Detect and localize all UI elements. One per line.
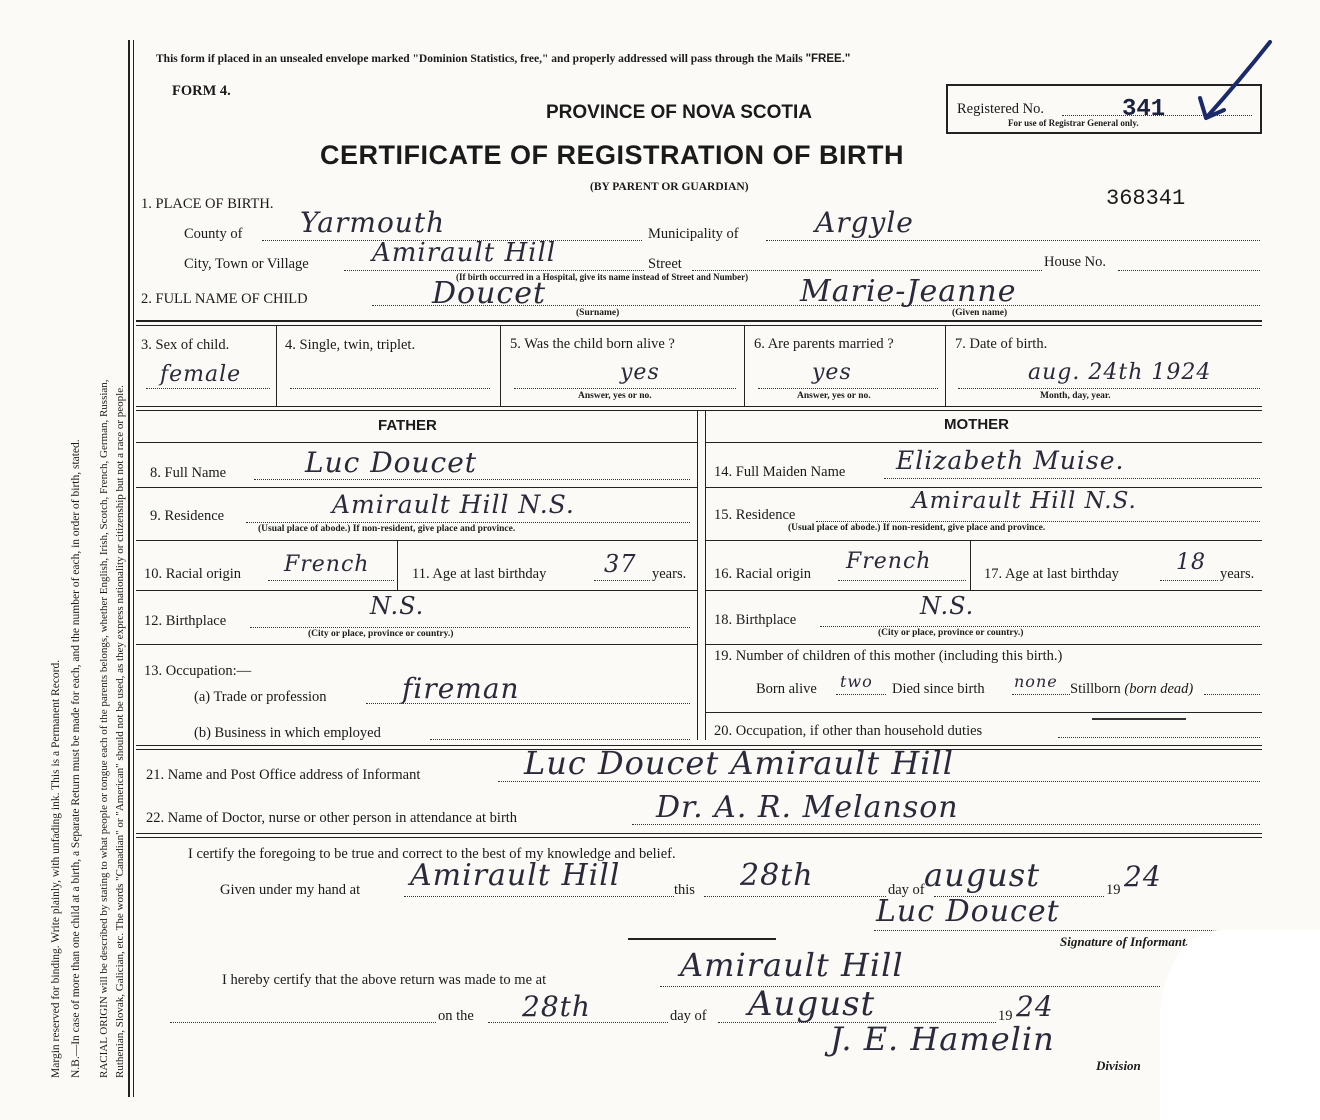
- mother-name-line: [884, 478, 1260, 479]
- mother-birthplace-label: 18. Birthplace: [714, 612, 797, 628]
- sex-line: [146, 388, 270, 389]
- born-alive-value: yes: [620, 360, 660, 385]
- mother-age-line: [1160, 580, 1218, 581]
- child-surname: Doucet: [432, 276, 547, 311]
- col-sep-1: [276, 326, 277, 406]
- given-place: Amirault Hill: [410, 858, 621, 893]
- margin-note-racial-2: Ruthenian, Slovak, Galician, etc. The words "Canadian" or "American" should not be used, as they express nationality or citizenship but not a race or people.: [114, 385, 126, 1078]
- date-of-birth-label: 7. Date of birth.: [955, 336, 1048, 352]
- doctor-value: Dr. A. R. Melanson: [656, 790, 959, 825]
- given-day-line: [704, 896, 886, 897]
- city-line: [344, 270, 644, 271]
- mother-heading: MOTHER: [944, 416, 1009, 433]
- mother-occ-dash: [1092, 718, 1186, 720]
- father-age-label: 11. Age at last birthday: [412, 566, 547, 582]
- died-label: Died since birth: [892, 681, 985, 697]
- house-label: House No.: [1044, 254, 1107, 270]
- city-label: City, Town or Village: [184, 256, 309, 272]
- municipality-line: [766, 240, 1260, 241]
- checkmark-icon: [1190, 40, 1280, 130]
- mother-rule-4: [705, 644, 1262, 645]
- father-business-line: [430, 739, 690, 740]
- mother-age-label: 17. Age at last birthday: [984, 566, 1119, 582]
- alive-note: Answer, yes or no.: [578, 391, 652, 401]
- informant-value: Luc Doucet Amirault Hill: [524, 744, 954, 782]
- mother-bp-note: (City or place, province or country.): [878, 628, 1024, 638]
- registered-label: Registered No.: [957, 101, 1044, 117]
- multiple-line: [290, 388, 490, 389]
- father-name-line: [254, 479, 690, 480]
- divider-4b: [136, 837, 1262, 838]
- mother-residence: Amirault Hill N.S.: [912, 488, 1137, 514]
- mother-residence-label: 15. Residence: [714, 507, 796, 523]
- mother-race-label: 16. Racial origin: [714, 566, 812, 582]
- sex-value: female: [160, 362, 242, 387]
- mother-years: years.: [1220, 566, 1255, 582]
- house-line: [1118, 270, 1260, 271]
- stillborn-label: Stillborn (born dead): [1070, 681, 1194, 697]
- left-border-inner: [133, 40, 134, 1097]
- born-alive-label: 5. Was the child born alive ?: [510, 336, 675, 352]
- county-label: County of: [184, 226, 243, 242]
- col-sep-4: [945, 326, 946, 406]
- born-alive-count-label: Born alive: [756, 681, 817, 697]
- subtitle: (BY PARENT OR GUARDIAN): [590, 181, 749, 193]
- father-trade: fireman: [402, 672, 520, 705]
- date-of-birth-value: aug. 24th 1924: [1028, 360, 1212, 385]
- mother-occ-line: [1058, 737, 1260, 738]
- died-line: [1012, 694, 1070, 695]
- father-birthplace-label: 12. Birthplace: [144, 613, 227, 629]
- father-residence-label: 9. Residence: [150, 508, 225, 524]
- divider-1: [136, 320, 1262, 322]
- dob-note: Month, day, year.: [1040, 391, 1111, 401]
- left-border: [128, 40, 130, 1097]
- father-residence: Amirault Hill N.S.: [332, 490, 575, 519]
- margin-note-racial: RACIAL ORIGIN will be described by stating to what people or tongue each of the parents belongs, whether English, Irish, Scotch, French, German, Russian,: [98, 379, 110, 1078]
- parents-married-label: 6. Are parents married ?: [754, 336, 894, 352]
- on-the-label: on the: [438, 1008, 474, 1024]
- alive-line: [514, 388, 736, 389]
- father-business-label: (b) Business in which employed: [194, 725, 381, 741]
- registrar-month: August: [748, 984, 876, 1024]
- center-sep-b: [705, 410, 706, 740]
- married-line: [758, 388, 938, 389]
- county-value: Yarmouth: [300, 206, 446, 239]
- province-title: PROVINCE OF NOVA SCOTIA: [546, 102, 813, 123]
- father-years: years.: [652, 566, 687, 582]
- registrar-note: For use of Registrar General only.: [1008, 118, 1139, 128]
- divider-2b: [136, 410, 1262, 411]
- mother-bp-line: [820, 626, 1260, 627]
- parents-married-value: yes: [812, 360, 852, 385]
- multiple-birth-label: 4. Single, twin, triplet.: [285, 337, 416, 353]
- father-bp-note: (City or place, province or country.): [308, 629, 454, 639]
- certify-statement: I certify the foregoing to be true and correct to the best of my knowledge and belief.: [188, 846, 676, 862]
- mother-race: French: [846, 549, 932, 574]
- born-alive-line: [836, 694, 886, 695]
- street-label: Street: [648, 256, 682, 272]
- father-res-note: (Usual place of abode.) If non-resident, give place and province.: [258, 524, 516, 534]
- heading-rule-m: [705, 442, 1262, 443]
- day-of-label: day of: [888, 882, 925, 898]
- mother-rule-5: [705, 712, 1262, 713]
- father-bp-line: [250, 627, 690, 628]
- signature-line: [874, 930, 1260, 931]
- father-rule-2: [136, 540, 697, 541]
- mother-age: 18: [1176, 550, 1206, 575]
- registrar-signature: J. E. Hamelin: [830, 1020, 1055, 1058]
- margin-note-nb: N.B.—In case of more than one child at a birth, a Separate Return must be made for each, and the number of each, in order of birth, stated.: [70, 439, 82, 1078]
- given-under-label: Given under my hand at: [220, 882, 361, 898]
- mother-name: Elizabeth Muise.: [896, 446, 1125, 475]
- father-race-sep: [397, 540, 398, 590]
- divider-1b: [136, 325, 1262, 326]
- mother-name-label: 14. Full Maiden Name: [714, 464, 846, 480]
- registrar-day: 28th: [522, 990, 591, 1023]
- father-name-label: 8. Full Name: [150, 465, 227, 481]
- father-rule-1: [136, 487, 697, 488]
- municipality-label: Municipality of: [648, 226, 739, 242]
- short-rule: [628, 938, 776, 940]
- this-label: this: [674, 882, 695, 898]
- dob-line: [958, 388, 1260, 389]
- father-res-line: [246, 522, 690, 523]
- heading-rule-f: [136, 442, 697, 443]
- child-name-label: 2. FULL NAME OF CHILD: [141, 291, 308, 307]
- reg-year-prefix: 19: [998, 1008, 1013, 1024]
- stillborn-line: [1204, 694, 1260, 695]
- mother-occupation-label: 20. Occupation, if other than household duties: [714, 723, 983, 739]
- father-race-label: 10. Racial origin: [144, 566, 242, 582]
- col-sep-3: [744, 326, 745, 406]
- mother-res-note: (Usual place of abode.) If non-resident, give place and province.: [788, 523, 1046, 533]
- sex-label: 3. Sex of child.: [141, 337, 230, 353]
- given-month: august: [924, 856, 1041, 894]
- given-year-prefix: 19: [1106, 882, 1121, 898]
- page-title: CERTIFICATE OF REGISTRATION OF BIRTH: [320, 140, 904, 170]
- margin-note-binding: Margin reserved for binding. Write plainly, with unfading ink. This is a Permanent Record.: [50, 659, 62, 1078]
- divider-2: [136, 406, 1262, 407]
- divider-4: [136, 833, 1262, 834]
- reg-day-of-label: day of: [670, 1008, 707, 1024]
- given-year: 24: [1124, 860, 1162, 893]
- father-trade-label: (a) Trade or profession: [194, 689, 327, 705]
- municipality-value: Argyle: [815, 206, 914, 239]
- serial-number: 368341: [1106, 186, 1186, 211]
- registered-number: 341: [1122, 96, 1166, 123]
- street-line: [692, 270, 1042, 271]
- place-of-birth-label: 1. PLACE OF BIRTH.: [141, 196, 274, 212]
- mother-rule-2: [705, 540, 1262, 541]
- reg-left-line: [170, 1022, 436, 1023]
- father-birthplace: N.S.: [370, 592, 425, 620]
- torn-corner: [1160, 930, 1320, 1120]
- mother-race-line: [838, 580, 966, 581]
- father-occupation-label: 13. Occupation:—: [144, 663, 252, 679]
- mother-race-sep: [970, 540, 971, 590]
- given-place-line: [404, 896, 674, 897]
- father-age-line: [594, 580, 650, 581]
- col-sep-2: [500, 326, 501, 406]
- informant-label: 21. Name and Post Office address of Informant: [146, 767, 421, 783]
- child-given-name: Marie-Jeanne: [800, 274, 1017, 309]
- died-count: none: [1014, 672, 1058, 691]
- mail-note: This form if placed in an unsealed envelope marked "Dominion Statistics, free," and properly addressed will pass through the Mails "FREE.": [156, 53, 851, 65]
- form-number: FORM 4.: [172, 83, 231, 99]
- city-value: Amirault Hill: [372, 238, 557, 268]
- father-rule-3: [136, 590, 697, 591]
- father-rule-4: [136, 644, 697, 645]
- married-note: Answer, yes or no.: [797, 391, 871, 401]
- father-age: 37: [604, 550, 637, 578]
- given-day: 28th: [740, 858, 814, 893]
- reg-place-line: [660, 986, 1160, 987]
- division-label: Division: [1096, 1058, 1141, 1073]
- signature-label: Signature of Informant.: [1060, 934, 1189, 949]
- mother-children-label: 19. Number of children of this mother (including this birth.): [714, 648, 1063, 664]
- hospital-note: (If birth occurred in a Hospital, give its name instead of Street and Number): [456, 272, 749, 282]
- born-alive-count: two: [840, 672, 873, 691]
- registrar-year: 24: [1016, 990, 1054, 1023]
- father-race: French: [284, 552, 370, 577]
- surname-note: (Surname): [576, 308, 620, 318]
- mother-res-line: [816, 521, 1260, 522]
- doctor-label: 22. Name of Doctor, nurse or other person in attendance at birth: [146, 810, 518, 826]
- center-sep-a: [697, 410, 698, 740]
- father-heading: FATHER: [378, 417, 437, 434]
- father-name: Luc Doucet: [305, 446, 478, 479]
- registrar-certify-label: I hereby certify that the above return was made to me at: [222, 972, 547, 988]
- father-race-line: [268, 580, 394, 581]
- given-note: (Given name): [952, 308, 1008, 318]
- registrar-place: Amirault Hill: [680, 946, 904, 984]
- informant-signature: Luc Doucet: [876, 894, 1060, 929]
- mother-rule-3: [705, 590, 1262, 591]
- mother-birthplace: N.S.: [920, 592, 975, 620]
